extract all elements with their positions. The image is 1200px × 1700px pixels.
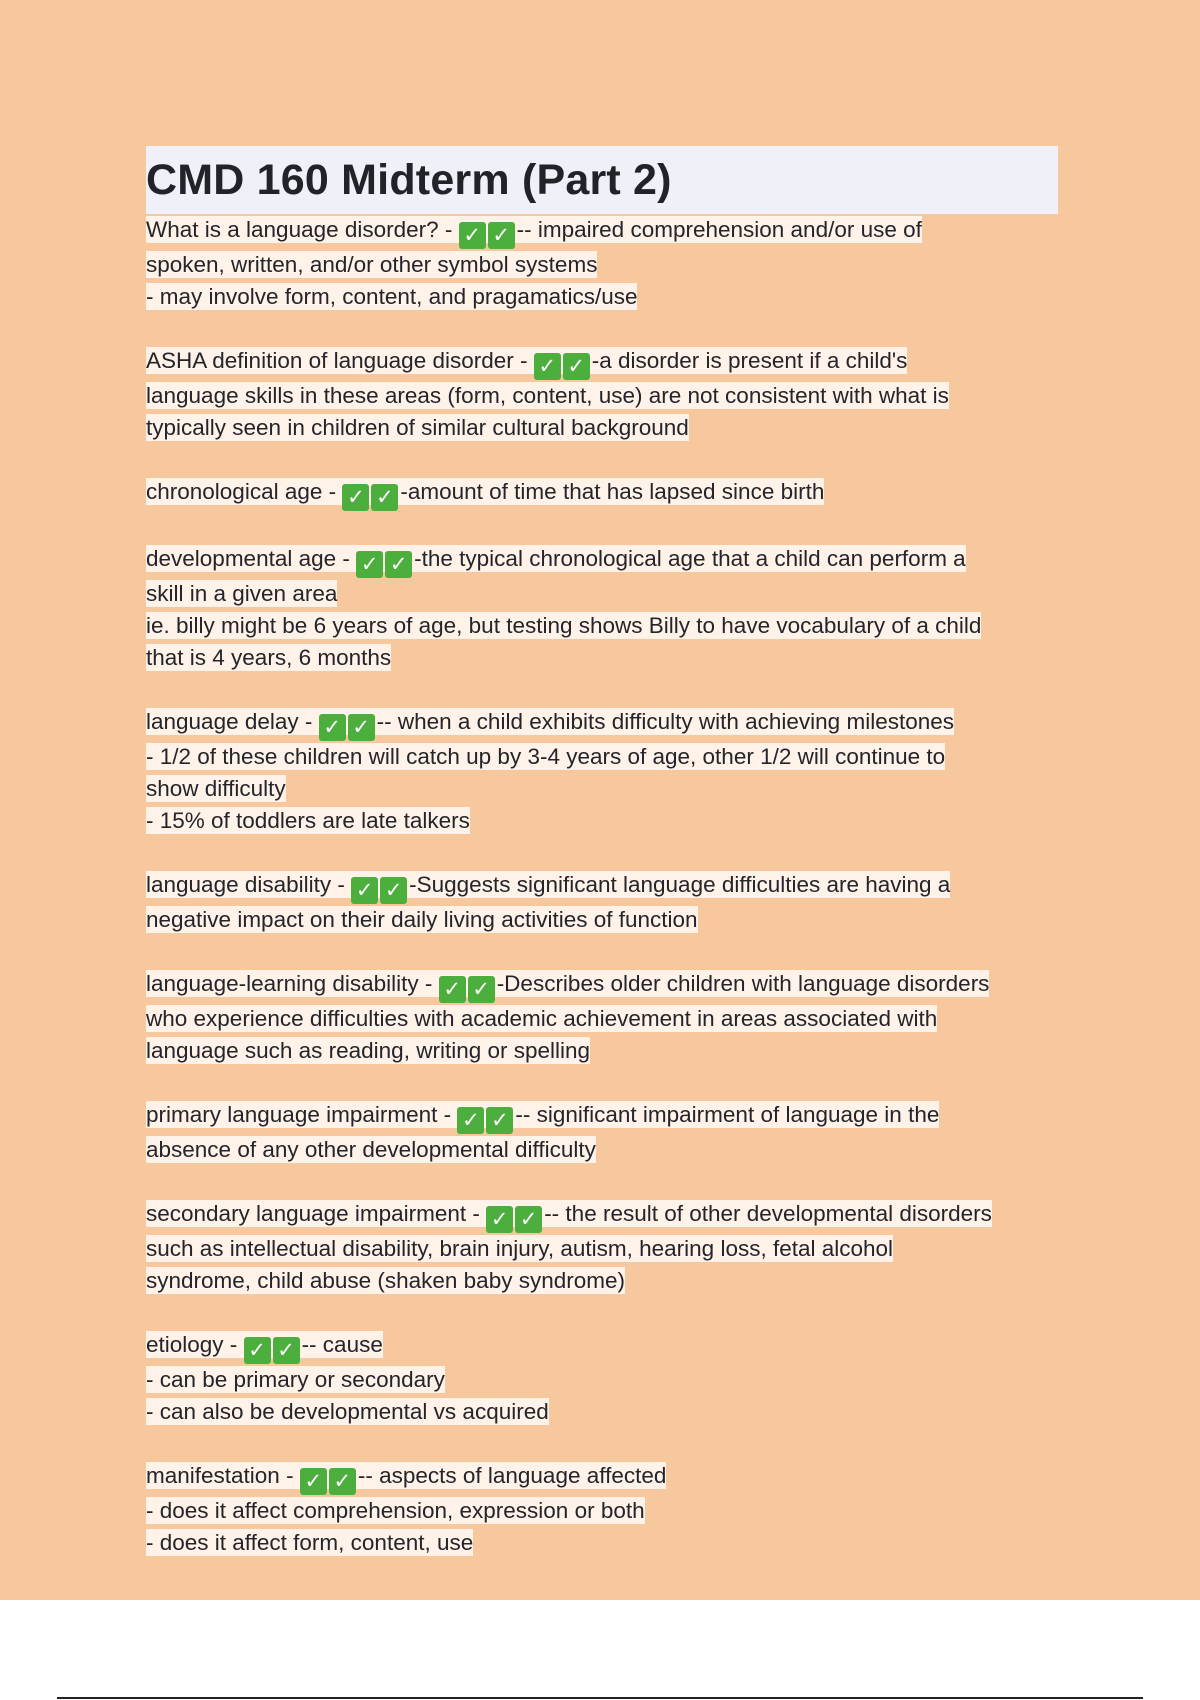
check-mark-icon: ✓: [488, 222, 515, 249]
highlighted-text: [146, 970, 990, 1001]
entry-first-line: [146, 543, 1058, 578]
entry-line: [146, 281, 1058, 313]
entry-first-line: [146, 345, 1058, 380]
entry-line: [146, 249, 1058, 281]
entry-line: [146, 380, 1058, 412]
check-mark-icon: ✓: [371, 484, 398, 511]
highlighted-text: [146, 743, 945, 770]
entry-first-line: [146, 476, 1058, 511]
entry-detail: - 1/2 of these children will catch up by 3-4 years of age, other 1/2 will continue to: [146, 744, 946, 769]
entry-term: primary language impairment -: [146, 1102, 458, 1127]
check-mark-icon: ✓: [348, 714, 375, 741]
highlighted-text: [146, 1462, 667, 1493]
entry-term: chronological age -: [146, 479, 343, 504]
entry-line: [146, 1364, 1058, 1396]
entry-line: [146, 1396, 1058, 1428]
entry-term: developmental age -: [146, 546, 357, 571]
entry-line: [146, 412, 1058, 444]
check-mark-icon: ✓: [342, 484, 369, 511]
highlighted-text: [146, 216, 922, 247]
highlighted-text: [146, 1366, 445, 1393]
flashcard-entry: [146, 543, 1058, 674]
flashcard-entry: [146, 1198, 1058, 1297]
highlighted-text: [146, 1136, 596, 1163]
entry-detail: skill in a given area: [146, 581, 338, 606]
entry-detail: - does it affect comprehension, expression or both: [146, 1498, 645, 1523]
entry-term: manifestation -: [146, 1463, 300, 1488]
entry-line: [146, 1495, 1058, 1527]
check-mark-icon: ✓: [515, 1206, 542, 1233]
document-content: [146, 146, 1058, 1591]
entry-detail: typically seen in children of similar cultural background: [146, 415, 689, 440]
entry-line: [146, 578, 1058, 610]
check-mark-icon: ✓: [457, 1107, 484, 1134]
check-mark-icon: ✓: [486, 1107, 513, 1134]
entry-detail: language skills in these areas (form, content, use) are not consistent with what is: [146, 383, 949, 408]
check-mark-icon: ✓: [319, 714, 346, 741]
entry-definition: -- aspects of language affected: [357, 1463, 667, 1488]
entry-detail: - does it affect form, content, use: [146, 1530, 474, 1555]
highlighted-text: [146, 382, 949, 409]
check-mark-icon: ✓: [329, 1468, 356, 1495]
check-mark-icon: ✓: [244, 1337, 271, 1364]
highlighted-text: [146, 871, 951, 902]
highlighted-text: [146, 251, 597, 278]
entry-detail: spoken, written, and/or other symbol systems: [146, 252, 598, 277]
highlighted-text: [146, 580, 337, 607]
flashcard-list: [146, 214, 1058, 1559]
highlighted-text: [146, 347, 908, 378]
entry-term: etiology -: [146, 1332, 244, 1357]
flashcard-entry: [146, 1460, 1058, 1559]
check-mark-icon: ✓: [459, 222, 486, 249]
highlighted-text: [146, 1529, 473, 1556]
entry-detail: absence of any other developmental difficulty: [146, 1137, 596, 1162]
flashcard-entry: [146, 968, 1058, 1067]
entry-line: [146, 904, 1058, 936]
entry-first-line: [146, 968, 1058, 1003]
entry-first-line: [146, 869, 1058, 904]
highlighted-text: [146, 1267, 625, 1294]
entry-line: [146, 1003, 1058, 1035]
highlighted-text: [146, 478, 825, 509]
highlighted-text: [146, 1200, 992, 1231]
flashcard-entry: [146, 1099, 1058, 1166]
entry-line: [146, 741, 1058, 773]
entry-definition: -- when a child exhibits difficulty with achieving milestones: [376, 709, 954, 734]
entry-detail: show difficulty: [146, 776, 286, 801]
flashcard-entry: [146, 869, 1058, 936]
entry-detail: language such as reading, writing or spelling: [146, 1038, 591, 1063]
highlighted-text: [146, 1398, 549, 1425]
check-mark-icon: ✓: [486, 1206, 513, 1233]
highlighted-text: [146, 807, 470, 834]
document-title: CMD 160 Midterm (Part 2): [146, 155, 672, 204]
entry-detail: - can also be developmental vs acquired: [146, 1399, 549, 1424]
highlighted-text: [146, 1005, 937, 1032]
entry-line: [146, 1134, 1058, 1166]
title-bar: [146, 146, 1058, 214]
entry-definition: -- the result of other developmental disorders: [544, 1201, 992, 1226]
entry-line: [146, 773, 1058, 805]
highlighted-text: [146, 644, 391, 671]
highlighted-text: [146, 906, 698, 933]
highlighted-text: [146, 612, 981, 639]
flashcard-entry: [146, 345, 1058, 444]
check-mark-icon: ✓: [439, 976, 466, 1003]
flashcard-entry: [146, 1329, 1058, 1428]
entry-first-line: [146, 706, 1058, 741]
entry-first-line: [146, 1460, 1058, 1495]
entry-definition: -- cause: [301, 1332, 383, 1357]
entry-term: language-learning disability -: [146, 971, 439, 996]
check-mark-icon: ✓: [380, 877, 407, 904]
entry-detail: ie. billy might be 6 years of age, but testing shows Billy to have vocabulary of a child: [146, 613, 982, 638]
highlighted-text: [146, 283, 637, 310]
entry-term: ASHA definition of language disorder -: [146, 348, 534, 373]
highlighted-text: [146, 1037, 590, 1064]
entry-first-line: [146, 214, 1058, 249]
flashcard-entry: [146, 214, 1058, 313]
entry-term: What is a language disorder? -: [146, 217, 459, 242]
entry-detail: who experience difficulties with academic achievement in areas associated with: [146, 1006, 938, 1031]
entry-definition: -a disorder is present if a child's: [591, 348, 908, 373]
entry-line: [146, 1527, 1058, 1559]
highlighted-text: [146, 414, 689, 441]
entry-term: secondary language impairment -: [146, 1201, 487, 1226]
entry-definition: -Describes older children with language disorders: [496, 971, 990, 996]
check-mark-icon: ✓: [356, 551, 383, 578]
check-mark-icon: ✓: [563, 353, 590, 380]
check-mark-icon: ✓: [385, 551, 412, 578]
entry-line: [146, 1233, 1058, 1265]
entry-first-line: [146, 1099, 1058, 1134]
entry-detail: - may involve form, content, and pragamatics/use: [146, 284, 638, 309]
entry-detail: such as intellectual disability, brain injury, autism, hearing loss, fetal alcohol: [146, 1236, 894, 1261]
flashcard-entry: [146, 476, 1058, 511]
entry-term: language delay -: [146, 709, 319, 734]
check-mark-icon: ✓: [468, 976, 495, 1003]
highlighted-text: [146, 1497, 645, 1524]
entry-definition: -the typical chronological age that a child can perform a: [414, 546, 966, 571]
entry-line: [146, 642, 1058, 674]
highlighted-text: [146, 545, 966, 576]
entry-definition: -- significant impairment of language in the: [515, 1102, 940, 1127]
flashcard-entry: [146, 706, 1058, 837]
entry-line: [146, 610, 1058, 642]
check-mark-icon: ✓: [273, 1337, 300, 1364]
entry-term: language disability -: [146, 872, 352, 897]
entry-line: [146, 805, 1058, 837]
entry-first-line: [146, 1198, 1058, 1233]
entry-definition: -Suggests significant language difficulties are having a: [409, 872, 951, 897]
highlighted-text: [146, 708, 954, 739]
entry-detail: - can be primary or secondary: [146, 1367, 445, 1392]
entry-line: [146, 1035, 1058, 1067]
entry-detail: negative impact on their daily living activities of function: [146, 907, 698, 932]
check-mark-icon: ✓: [300, 1468, 327, 1495]
highlighted-text: [146, 1331, 383, 1362]
entry-definition: -amount of time that has lapsed since birth: [400, 479, 825, 504]
check-mark-icon: ✓: [534, 353, 561, 380]
entry-definition: -- impaired comprehension and/or use of: [516, 217, 922, 242]
entry-detail: that is 4 years, 6 months: [146, 645, 392, 670]
highlighted-text: [146, 1101, 940, 1132]
entry-detail: - 15% of toddlers are late talkers: [146, 808, 470, 833]
entry-line: [146, 1265, 1058, 1297]
entry-first-line: [146, 1329, 1058, 1364]
highlighted-text: [146, 1235, 893, 1262]
page-footer-area: [0, 1600, 1200, 1700]
entry-detail: syndrome, child abuse (shaken baby syndrome): [146, 1268, 625, 1293]
footer-divider: [57, 1697, 1143, 1699]
check-mark-icon: ✓: [351, 877, 378, 904]
highlighted-text: [146, 775, 286, 802]
